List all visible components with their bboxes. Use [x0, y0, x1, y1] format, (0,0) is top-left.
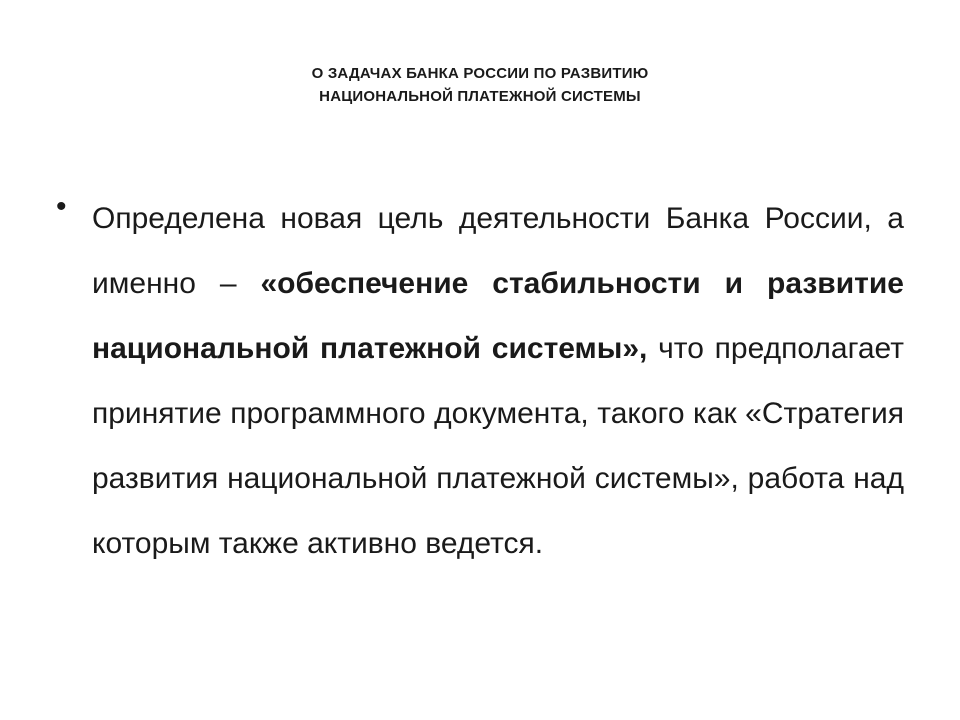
bullet-text-regular: Определена новая цель деятельности Банка России, а именно – — [92, 202, 904, 300]
bullet-list — [56, 186, 904, 576]
slide-title — [0, 62, 960, 108]
bullet-text-regular-end: что предполагает принятие программного документа, такого как «Стратегия развития национальной платежной системы», работа над которым также активно ведется. — [92, 332, 904, 560]
bullet-text-bold: «обеспечение стабильности и развитие национальной платежной системы», — [92, 267, 904, 365]
slide-title-line-2: НАЦИОНАЛЬНОЙ ПЛАТЕЖНОЙ СИСТЕМЫ — [319, 88, 641, 105]
slide-title-line-1: О ЗАДАЧАХ БАНКА РОССИИ ПО РАЗВИТИЮ — [311, 65, 649, 82]
bullet-marker-icon: • — [56, 190, 67, 223]
bullet-item — [56, 186, 904, 576]
bullet-text — [92, 186, 904, 576]
